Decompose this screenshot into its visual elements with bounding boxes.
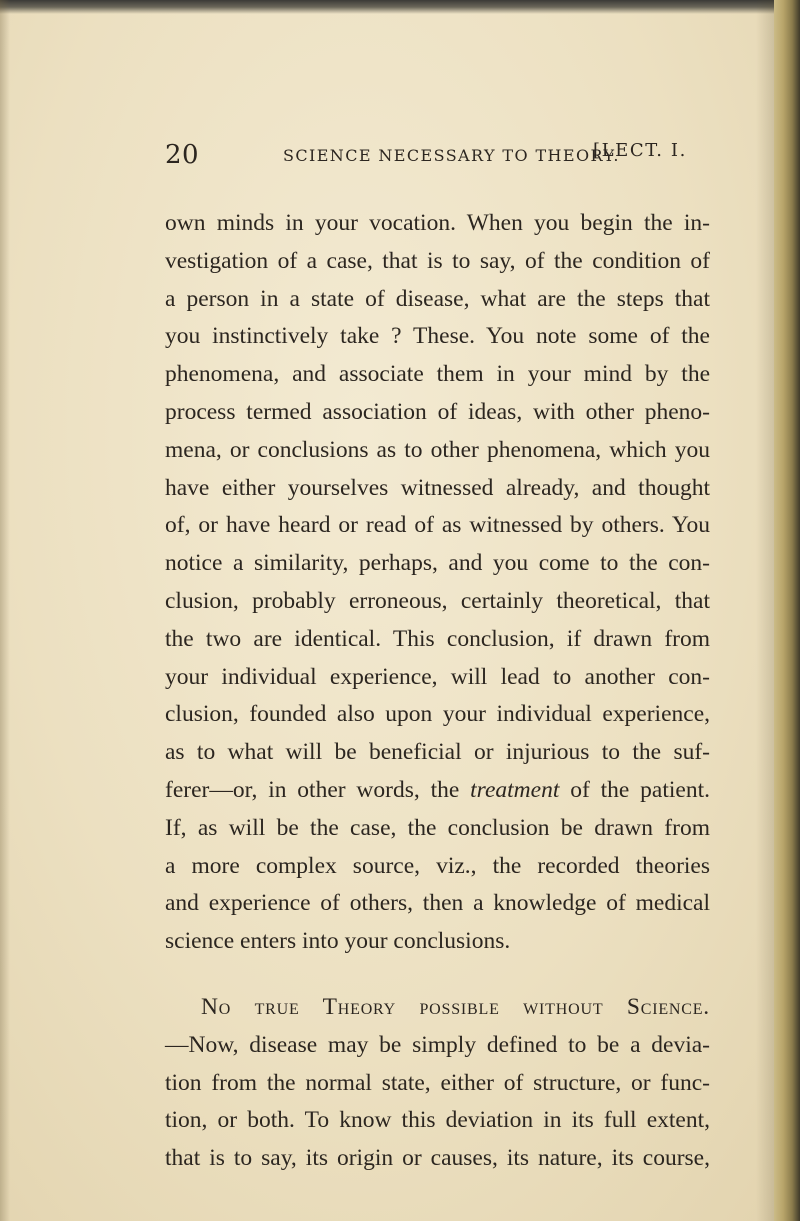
text-line: —Now, disease may be simply defined to be a devia-	[165, 1031, 710, 1058]
text-line: own minds in your vocation. When you begin the in-	[165, 210, 710, 236]
emphasized-word: treatment	[470, 776, 560, 803]
text-line: your individual experience, will lead to another con-	[165, 663, 710, 690]
text-line: If, as will be the case, the conclusion be drawn from	[165, 814, 710, 841]
section-heading: No true Theory possible without Science.	[201, 993, 710, 1020]
text-line: that is to say, its origin or causes, its nature, its course,	[165, 1145, 710, 1172]
running-title: SCIENCE NECESSARY TO THEORY.	[283, 146, 620, 165]
text-line: notice a similarity, perhaps, and you come to the con-	[165, 550, 710, 577]
text-run: of the patient.	[559, 776, 710, 803]
text-line-with-emphasis	[165, 772, 710, 810]
text-line: tion from the normal state, either of structure, or func-	[165, 1069, 710, 1096]
text-line: and experience of others, then a knowledge of medical	[165, 890, 710, 917]
book-spine	[774, 0, 800, 1221]
text-line: phenomena, and associate them in your mind by the	[165, 361, 710, 388]
text-line: mena, or conclusions as to other phenomena, which you	[165, 436, 710, 463]
text-line: tion, or both. To know this deviation in its full extent,	[165, 1107, 710, 1134]
text-line: clusion, probably erroneous, certainly theoretical, that	[165, 587, 710, 614]
text-line: of, or have heard or read of as witnessed by others. You	[165, 512, 710, 539]
text-line: a person in a state of disease, what are the steps that	[165, 285, 710, 312]
spine-shadow	[756, 0, 774, 1221]
text-line: as to what will be beneficial or injurious to the suf-	[165, 739, 710, 766]
page-number: 20	[165, 140, 200, 170]
text-line: clusion, founded also upon your individual experience,	[165, 701, 710, 728]
body-text	[165, 205, 710, 1178]
text-line: a more complex source, viz., the recorded theories	[165, 852, 710, 879]
text-line: the two are identical. This conclusion, if drawn from	[165, 625, 710, 652]
section-reference: [LECT. I.	[593, 140, 687, 161]
text-line: science enters into your conclusions.	[165, 928, 511, 955]
text-line: process termed association of ideas, with other pheno-	[165, 398, 710, 425]
text-run: ferer—or, in other words, the	[165, 776, 471, 803]
text-line: you instinctively take ? These. You note some of the	[165, 323, 710, 350]
running-header	[165, 140, 695, 180]
text-line: vestigation of a case, that is to say, of the condition of	[165, 247, 710, 274]
page-left-edge	[0, 0, 10, 1221]
page-top-edge	[0, 0, 800, 14]
text-line: have either yourselves witnessed already, and thought	[165, 474, 710, 501]
paragraph-gap	[165, 961, 710, 989]
